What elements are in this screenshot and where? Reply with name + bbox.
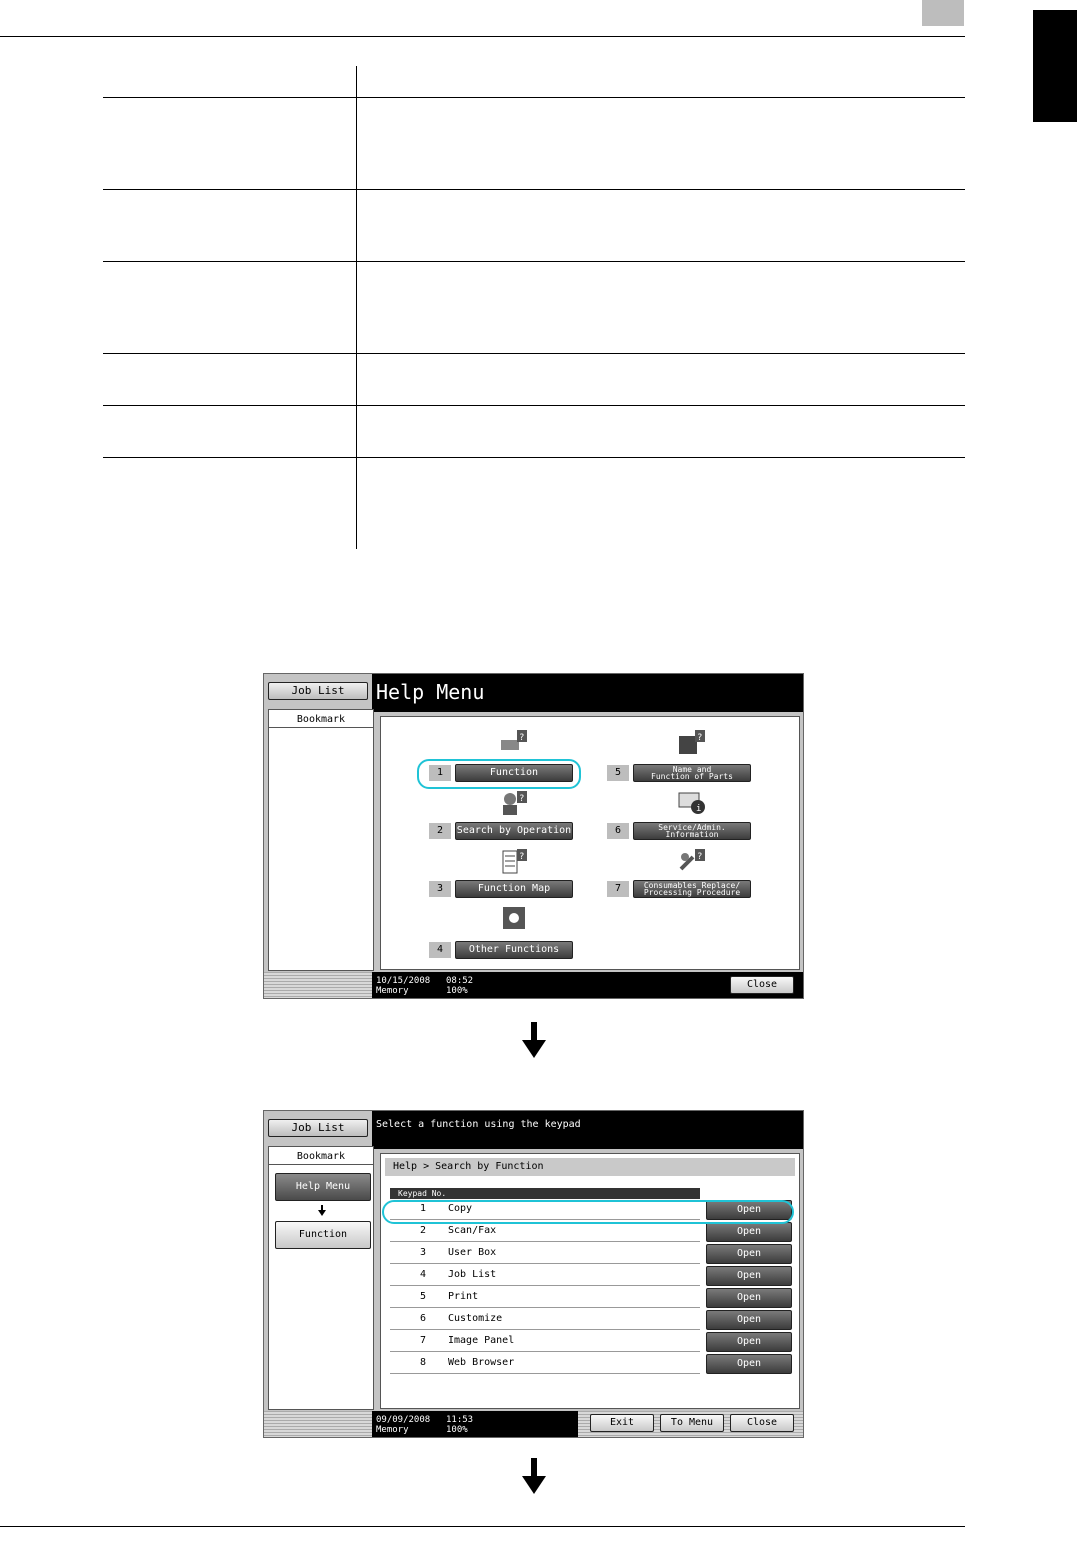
status-date: 10/15/2008 <box>376 976 431 986</box>
footer-rule <box>0 1526 965 1527</box>
function-bookmark-button[interactable]: Function <box>275 1221 371 1249</box>
bookmark-panel <box>268 727 374 971</box>
table-row[interactable] <box>390 1243 700 1264</box>
job-list-button[interactable]: Job List <box>268 1119 368 1137</box>
status-memory-value: 100% <box>446 986 468 996</box>
down-arrow-icon <box>317 1205 327 1217</box>
menu-number: 7 <box>607 881 629 897</box>
table-row[interactable] <box>390 1265 700 1286</box>
row-label: User Box <box>448 1247 497 1258</box>
open-button[interactable]: Open <box>706 1332 792 1352</box>
tools-icon <box>677 847 707 875</box>
page-number-box <box>922 0 964 26</box>
svg-text:i: i <box>696 804 702 814</box>
selection-highlight <box>417 759 581 789</box>
table-row[interactable] <box>390 1331 700 1352</box>
open-button[interactable]: Open <box>706 1310 792 1330</box>
status-bar <box>372 972 718 998</box>
row-number: 5 <box>420 1291 427 1302</box>
function-button[interactable]: Function <box>455 764 573 782</box>
info-card-icon <box>677 789 707 817</box>
table-row[interactable] <box>390 1287 700 1308</box>
row-label: Customize <box>448 1313 503 1324</box>
status-time: 08:52 <box>446 976 474 986</box>
open-button[interactable]: Open <box>706 1200 792 1220</box>
open-button[interactable]: Open <box>706 1354 792 1374</box>
menu-number: 6 <box>607 823 629 839</box>
down-arrow-icon <box>522 1022 546 1060</box>
keypad-header: Keypad No. <box>390 1188 700 1199</box>
page-title: Help Menu <box>376 680 485 704</box>
row-label: Scan/Fax <box>448 1225 497 1236</box>
other-functions-button[interactable]: Other Functions <box>455 941 573 959</box>
to-menu-button[interactable]: To Menu <box>660 1414 724 1432</box>
chapter-tab <box>1033 10 1077 122</box>
row-label: Image Panel <box>448 1335 515 1346</box>
menu-number: 5 <box>607 765 629 781</box>
consumables-button[interactable]: Consumables Replace/ Processing Procedure <box>633 880 751 898</box>
name-function-parts-button[interactable]: Name and Function of Parts <box>633 764 751 782</box>
table-row-divider <box>103 457 965 458</box>
row-label: Copy <box>448 1203 473 1214</box>
menu-number: 3 <box>429 881 451 897</box>
row-number: 6 <box>420 1313 427 1324</box>
search-by-function-screen <box>263 1110 804 1438</box>
row-number: 7 <box>420 1335 427 1346</box>
svg-text:?: ? <box>697 852 703 862</box>
open-button[interactable]: Open <box>706 1222 792 1242</box>
header-rule <box>0 36 965 37</box>
status-memory-value: 100% <box>446 1425 468 1435</box>
svg-text:?: ? <box>519 794 525 804</box>
row-number: 2 <box>420 1225 427 1236</box>
title-bar <box>372 674 803 712</box>
close-button[interactable]: Close <box>730 976 794 994</box>
table-row-divider <box>103 405 965 406</box>
help-menu-bookmark-button[interactable]: Help Menu <box>275 1173 371 1201</box>
open-button[interactable]: Open <box>706 1266 792 1286</box>
bookmark-tab[interactable]: Bookmark <box>268 1146 374 1165</box>
bookmark-tab[interactable]: Bookmark <box>268 709 374 728</box>
status-date: 09/09/2008 <box>376 1415 431 1425</box>
bookmark-panel <box>268 1164 374 1410</box>
svg-text:?: ? <box>697 733 703 743</box>
function-list-content <box>380 1153 800 1409</box>
machine-icon <box>677 728 707 756</box>
open-button[interactable]: Open <box>706 1244 792 1264</box>
status-memory-label: Memory <box>376 1425 409 1435</box>
exit-button[interactable]: Exit <box>590 1414 654 1432</box>
function-map-icon <box>499 847 529 875</box>
menu-number: 4 <box>429 942 451 958</box>
row-number: 8 <box>420 1357 427 1368</box>
open-button[interactable]: Open <box>706 1288 792 1308</box>
help-menu-content <box>380 716 800 970</box>
row-label: Print <box>448 1291 479 1302</box>
instruction-message: Select a function using the keypad <box>376 1119 581 1130</box>
down-arrow-icon <box>522 1458 546 1496</box>
message-bar <box>372 1111 803 1149</box>
row-number: 4 <box>420 1269 427 1280</box>
function-icon <box>499 728 529 756</box>
svg-text:?: ? <box>519 733 525 743</box>
function-list <box>390 1199 800 1379</box>
table-row[interactable] <box>390 1221 700 1242</box>
function-map-button[interactable]: Function Map <box>455 880 573 898</box>
job-list-button[interactable]: Job List <box>268 682 368 700</box>
table-column-divider <box>356 66 357 549</box>
close-button[interactable]: Close <box>730 1414 794 1432</box>
table-row[interactable] <box>390 1309 700 1330</box>
row-label: Web Browser <box>448 1357 515 1368</box>
help-menu-screen <box>263 673 804 999</box>
status-memory-label: Memory <box>376 986 409 996</box>
breadcrumb: Help > Search by Function <box>385 1158 795 1176</box>
table-row-divider <box>103 261 965 262</box>
table-row[interactable] <box>390 1353 700 1374</box>
table-row-divider <box>103 97 965 98</box>
status-hatch-left <box>264 1411 372 1437</box>
search-by-operation-button[interactable]: Search by Operation <box>455 822 573 840</box>
lightbulb-icon <box>499 905 529 933</box>
menu-number: 1 <box>429 765 451 781</box>
status-time: 11:53 <box>446 1415 474 1425</box>
service-admin-button[interactable]: Service/Admin. Information <box>633 822 751 840</box>
selection-highlight <box>382 1200 794 1224</box>
table-row-divider <box>103 353 965 354</box>
row-number: 1 <box>420 1203 427 1214</box>
svg-text:?: ? <box>519 852 525 862</box>
table-row-divider <box>103 189 965 190</box>
row-label: Job List <box>448 1269 497 1280</box>
search-operation-icon <box>499 789 529 817</box>
status-bar <box>372 1411 578 1437</box>
status-hatch-left <box>264 972 372 998</box>
row-number: 3 <box>420 1247 427 1258</box>
menu-number: 2 <box>429 823 451 839</box>
